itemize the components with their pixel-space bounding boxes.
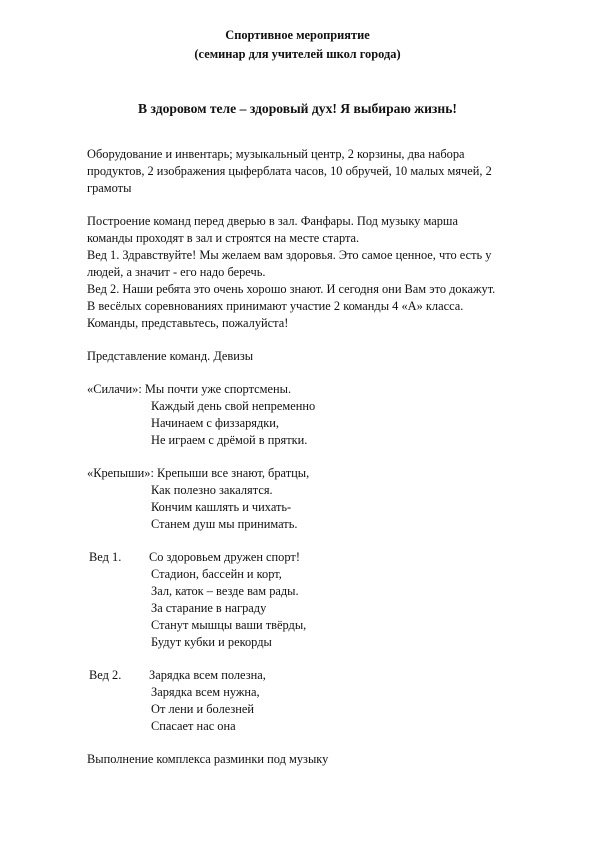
intro-line: В весёлых соревнованиях принимают участие 2 команды 4 «А» класса. (87, 299, 464, 313)
verse1-line: Станут мышцы ваши твёрды, (151, 618, 307, 632)
team2-motto-line: Как полезно закалятся. (151, 483, 273, 497)
intro-line: Вед 2. Наши ребята это очень хорошо знают. И сегодня они Вам это докажут. (87, 282, 496, 296)
equipment-line: грамоты (87, 181, 132, 195)
verse2-line: От лени и болезней (151, 702, 255, 716)
intro-line: Построение команд перед дверью в зал. Фанфары. Под музыку марша (87, 214, 458, 228)
verse1-line: Зал, каток – везде вам рады. (151, 584, 299, 598)
verse2-line: Зарядка всем нужна, (151, 685, 260, 699)
verse1-line: За старание в награду (151, 601, 267, 615)
team1-motto-line: Не играем с дрёмой в прятки. (151, 433, 308, 447)
verse2-line: Спасает нас она (151, 719, 236, 733)
team2-motto-first: «Крепыши»: Крепыши все знают, братцы, (87, 466, 310, 480)
presentation-heading: Представление команд. Девизы (87, 349, 254, 363)
team2-motto-line: Станем душ мы принимать. (151, 517, 298, 531)
equipment-line: продуктов, 2 изображения цыферблата часов, 10 обручей, 10 малых мячей, 2 (87, 164, 492, 178)
intro-line: Команды, представьтесь, пожалуйста! (87, 316, 289, 330)
team1-motto-line: Начинаем с физзарядки, (151, 416, 280, 430)
verse1-line: Будут кубки и рекорды (151, 635, 272, 649)
header-line-1: Спортивное мероприятие (225, 28, 370, 42)
intro-line: людей, а значит - его надо беречь. (87, 265, 266, 279)
document-title: В здоровом теле – здоровый дух! Я выбираю жизнь! (138, 101, 457, 116)
verse1-line: Стадион, бассейн и корт, (151, 567, 282, 581)
equipment-line: Оборудование и инвентарь; музыкальный центр, 2 корзины, два набора (87, 147, 465, 161)
header-line-2: (семинар для учителей школ города) (194, 47, 401, 61)
team1-motto-first: «Силачи»: Мы почти уже спортсмены. (87, 382, 292, 396)
intro-line: Вед 1. Здравствуйте! Мы желаем вам здоровья. Это самое ценное, что есть у (87, 248, 492, 262)
team2-motto-line: Кончим кашлять и чихать- (151, 500, 292, 514)
verse1-line: Со здоровьем дружен спорт! (149, 550, 300, 564)
intro-line: команды проходят в зал и строятся на месте старта. (87, 231, 360, 245)
team1-motto-line: Каждый день свой непременно (151, 399, 316, 413)
verse2-speaker: Вед 2. (89, 668, 122, 682)
verse1-speaker: Вед 1. (89, 550, 122, 564)
closing-line: Выполнение комплекса разминки под музыку (87, 752, 329, 766)
verse2-line: Зарядка всем полезна, (149, 668, 266, 682)
